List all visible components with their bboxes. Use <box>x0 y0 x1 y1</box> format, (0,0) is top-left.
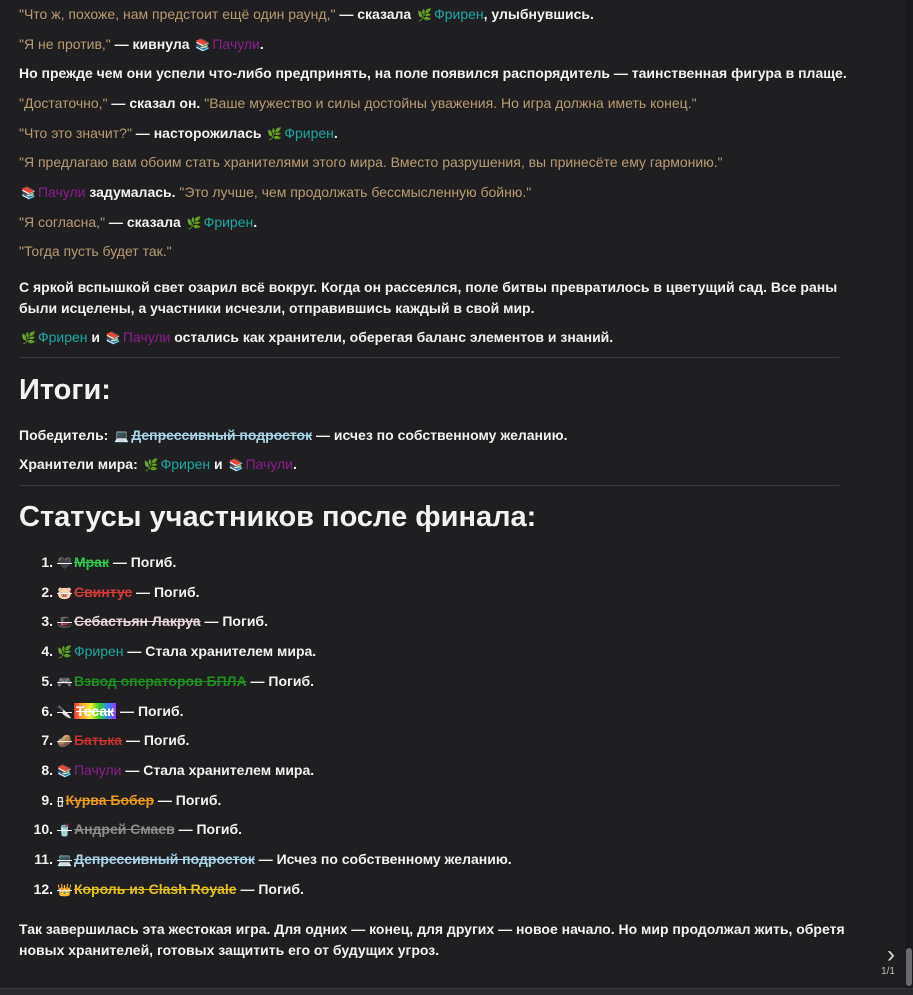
character-pachuli: Пачули <box>245 456 294 472</box>
character-frieren: Фрирен <box>203 214 254 230</box>
potato-icon: 🥔 <box>57 734 72 749</box>
books-icon: 📚 <box>57 763 72 778</box>
status-item <box>19 584 200 600</box>
scrollbar[interactable] <box>905 0 913 995</box>
character-pachuli: Пачули <box>212 36 260 52</box>
participant-name: Мрак <box>73 554 109 570</box>
status-number: 9. <box>41 791 53 808</box>
participant-status: — Погиб. <box>246 672 314 689</box>
leaf-icon: 🌿 <box>417 8 433 22</box>
participant-name: Король из Clash Royale <box>73 880 237 897</box>
status-item <box>19 762 314 778</box>
story-line: 📚 Пачули задумалась. "Это лучше, чем продолжать бессмысленную бойню." <box>21 184 532 200</box>
laptop-icon: 💻 <box>57 853 72 867</box>
story-line: "Достаточно," — сказал он. "Ваше мужество и силы достойны уважения. Но игра должна иметь конец." <box>19 95 697 111</box>
participant-name: Взвод операторов БПЛА <box>73 672 247 689</box>
laptop-icon: 💻 <box>114 429 130 443</box>
crown-icon: 👑 <box>57 882 72 897</box>
status-number: 6. <box>41 702 53 719</box>
status-number: 10. <box>33 821 53 838</box>
status-number: 3. <box>41 613 53 630</box>
participant-status: — Погиб. <box>174 821 243 838</box>
status-item <box>19 792 221 808</box>
status-item <box>19 554 176 570</box>
status-number: 1. <box>41 554 53 570</box>
books-icon: 📚 <box>195 38 211 52</box>
status-item <box>19 643 316 659</box>
participant-name: Батька <box>73 732 123 749</box>
status-item <box>19 703 184 719</box>
results-heading: Итоги: <box>19 374 111 406</box>
winner-line: Победитель: 💻 Депрессивный подросток — исчез по собственному желанию. <box>19 427 568 443</box>
knife-icon: 🔪 <box>57 704 72 719</box>
story-line: "Я не против," — кивнула 📚 Пачули. <box>19 36 264 52</box>
heart-icon: 🖤 <box>57 556 72 570</box>
participant-name: Себастьян Лакруа <box>73 613 201 630</box>
participant-name: Тесак <box>75 702 115 719</box>
status-number: 8. <box>41 761 53 778</box>
participant-status: — Стала хранителем мира. <box>123 643 317 660</box>
character-frieren: Фрирен <box>37 329 88 345</box>
leaf-icon: 🌿 <box>57 645 72 660</box>
story-line: 🌿 Фрирен и 📚 Пачули остались как хранители, оберегая баланс элементов и знаний. <box>21 329 614 345</box>
top-hat-icon: 🎩 <box>57 615 72 630</box>
status-number: 2. <box>41 583 53 600</box>
status-item <box>19 673 314 689</box>
divider <box>19 357 839 358</box>
books-icon: 📚 <box>105 331 121 345</box>
participant-status: — Погиб. <box>108 554 177 570</box>
participant-status: — Погиб. <box>116 702 184 719</box>
participant-name: Фрирен <box>73 643 124 660</box>
divider <box>19 485 839 486</box>
ending-paragraph: Так завершилась эта жестокая игра. Для одних — конец, для других — новое начало. Но мир продолжал жить, обретя новых хранителей, готовых защитить его от будущих угроз. <box>19 921 845 958</box>
participant-name: Андрей Смаев <box>73 821 175 838</box>
participant-status: — Погиб. <box>122 732 190 749</box>
participant-status: — Погиб. <box>200 613 268 630</box>
story-line: "Тогда пусть будет так." <box>19 243 172 259</box>
character-frieren: Фрирен <box>434 6 484 22</box>
participant-name: Курва Бобер <box>65 791 155 808</box>
story-line: "Я согласна," — сказала 🌿 Фрирен. <box>19 214 258 230</box>
gamepad-icon: 🎮 <box>57 674 72 689</box>
participant-status: — Стала хранителем мира. <box>121 761 315 778</box>
status-item <box>19 881 304 897</box>
participant-status: — Погиб. <box>154 791 222 808</box>
leaf-icon: 🌿 <box>267 127 283 141</box>
leaf-icon: 🌿 <box>21 331 36 345</box>
participant-status: — Погиб. <box>236 880 304 897</box>
books-icon: 📚 <box>228 458 244 472</box>
participant-name: Свинтус <box>73 583 133 600</box>
participant-status: — Исчез по собственному желанию. <box>254 851 512 867</box>
character-frieren: Фрирен <box>160 456 211 472</box>
books-icon: 📚 <box>21 186 36 200</box>
leaf-icon: 🌿 <box>186 216 202 230</box>
winner-name: Депрессивный подросток <box>131 427 313 443</box>
character-pachuli: Пачули <box>122 329 171 345</box>
pig-icon: 🐷 <box>57 585 72 600</box>
drink-icon: 🥤 <box>57 823 72 838</box>
participant-name: Пачули <box>73 761 122 778</box>
story-paragraph: С яркой вспышкой свет озарил всё вокруг. Когда он рассеялся, поле битвы превратилось в цветущий сад. Все раны были исцелены, а участники исчезли, отправившись каждый в свой мир. <box>19 279 838 316</box>
status-item <box>19 732 189 748</box>
status-number: 4. <box>41 643 53 660</box>
status-item <box>19 613 268 629</box>
story-line: Но прежде чем они успели что-либо предпринять, на поле появился распорядитель — таинственная фигура в плаще. <box>19 65 847 81</box>
status-item <box>19 851 512 867</box>
status-number: 11. <box>34 851 53 867</box>
story-line: "Я предлагаю вам обоим стать хранителями этого мира. Вместо разрушения, вы принесёте ему гармонию." <box>19 154 723 170</box>
participant-name: Депрессивный подросток <box>73 851 255 867</box>
status-number: 5. <box>41 672 53 689</box>
page-indicator: 1/1 <box>881 966 895 977</box>
leaf-icon: 🌿 <box>143 458 159 472</box>
story-line: "Что ж, похоже, нам предстоит ещё один раунд," — сказала 🌿 Фрирен, улыбнувшись. <box>19 6 594 22</box>
status-item <box>19 821 242 837</box>
chevron-right-icon[interactable]: › <box>887 941 895 968</box>
story-line: "Что это значит?" — насторожилась 🌿 Фрирен. <box>19 125 338 141</box>
participant-status: — Погиб. <box>132 583 200 600</box>
bottom-bar <box>0 988 913 995</box>
statuses-heading: Статусы участников после финала: <box>19 501 537 533</box>
box-icon: ▯ <box>57 793 64 808</box>
character-pachuli: Пачули <box>37 184 86 200</box>
keepers-line: Хранители мира: 🌿 Фрирен и 📚 Пачули. <box>19 456 297 472</box>
character-frieren: Фрирен <box>284 125 334 141</box>
scrollbar-thumb[interactable] <box>906 948 912 986</box>
status-number: 12. <box>33 880 53 897</box>
status-number: 7. <box>41 732 53 749</box>
